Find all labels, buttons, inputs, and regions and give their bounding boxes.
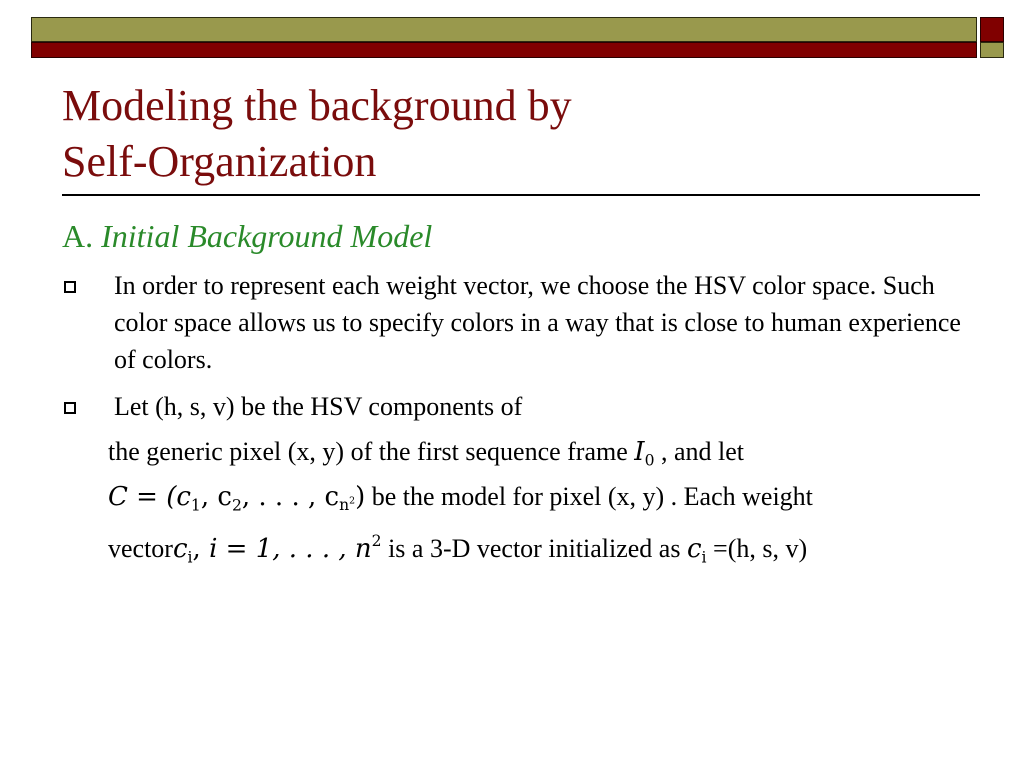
vector-formula-2: $c_i$ [686,533,707,567]
corner-square-olive [980,42,1004,58]
model-sub-1: 1 [190,496,201,515]
model-formula: $C = (c_1$, $c_2$, . . . , $c_{n^2}$) [108,482,366,515]
line3-tail: =(h, s, v) [713,533,808,563]
section-title: Initial Background Model [101,218,433,254]
model-sup: 2 [349,495,356,507]
line1-text: the generic pixel (x, y) of the first sequence frame [108,437,628,466]
model-lhs: C = (c [108,482,191,512]
title-divider [62,194,980,196]
frame-symbol: I [634,437,645,467]
continuation-line-3 [108,523,807,576]
frame-sub: 0 [644,451,655,470]
slide-title [62,78,962,190]
bullet-square-icon [64,402,76,414]
bullet-text-1: In order to represent each weight vector, we choose the HSV color space. Such color space allows us to specify colors in a way that is close to human experience of colors. [114,271,961,374]
continuation-line-2 [108,478,813,524]
vector-sub: i [187,548,193,567]
index-sup: 2 [371,532,382,550]
slide-title-line2: Self-Organization [62,137,377,186]
line3-mid: is a 3-D vector initialized as [388,533,681,563]
vector-formula: $c_i$, i = 1, . . . , $n^2$ [172,532,382,567]
slide-title-line1: Modeling the background by [62,81,572,130]
header-bar-maroon [31,42,977,58]
bullet-square-icon [64,281,76,293]
section-label: A. [62,218,94,254]
header-bar-olive [31,17,977,42]
bullet-text-2: Let (h, s, v) be the HSV components of [114,392,523,421]
line1-tail: , and let [660,437,745,466]
line2-text: be the model for pixel (x, y) . Each weight [371,482,813,511]
section-heading [62,216,432,256]
vector-symbol: c [172,533,188,564]
index-range: i = 1, . . . , n [209,533,372,564]
frame-formula [634,437,655,470]
continuation-line-1 [108,433,744,479]
model-sub-n: n2 [339,495,356,515]
corner-square-maroon [980,17,1004,42]
line3-lead: vector [108,533,173,563]
model-sub-2: 2 [231,496,242,515]
